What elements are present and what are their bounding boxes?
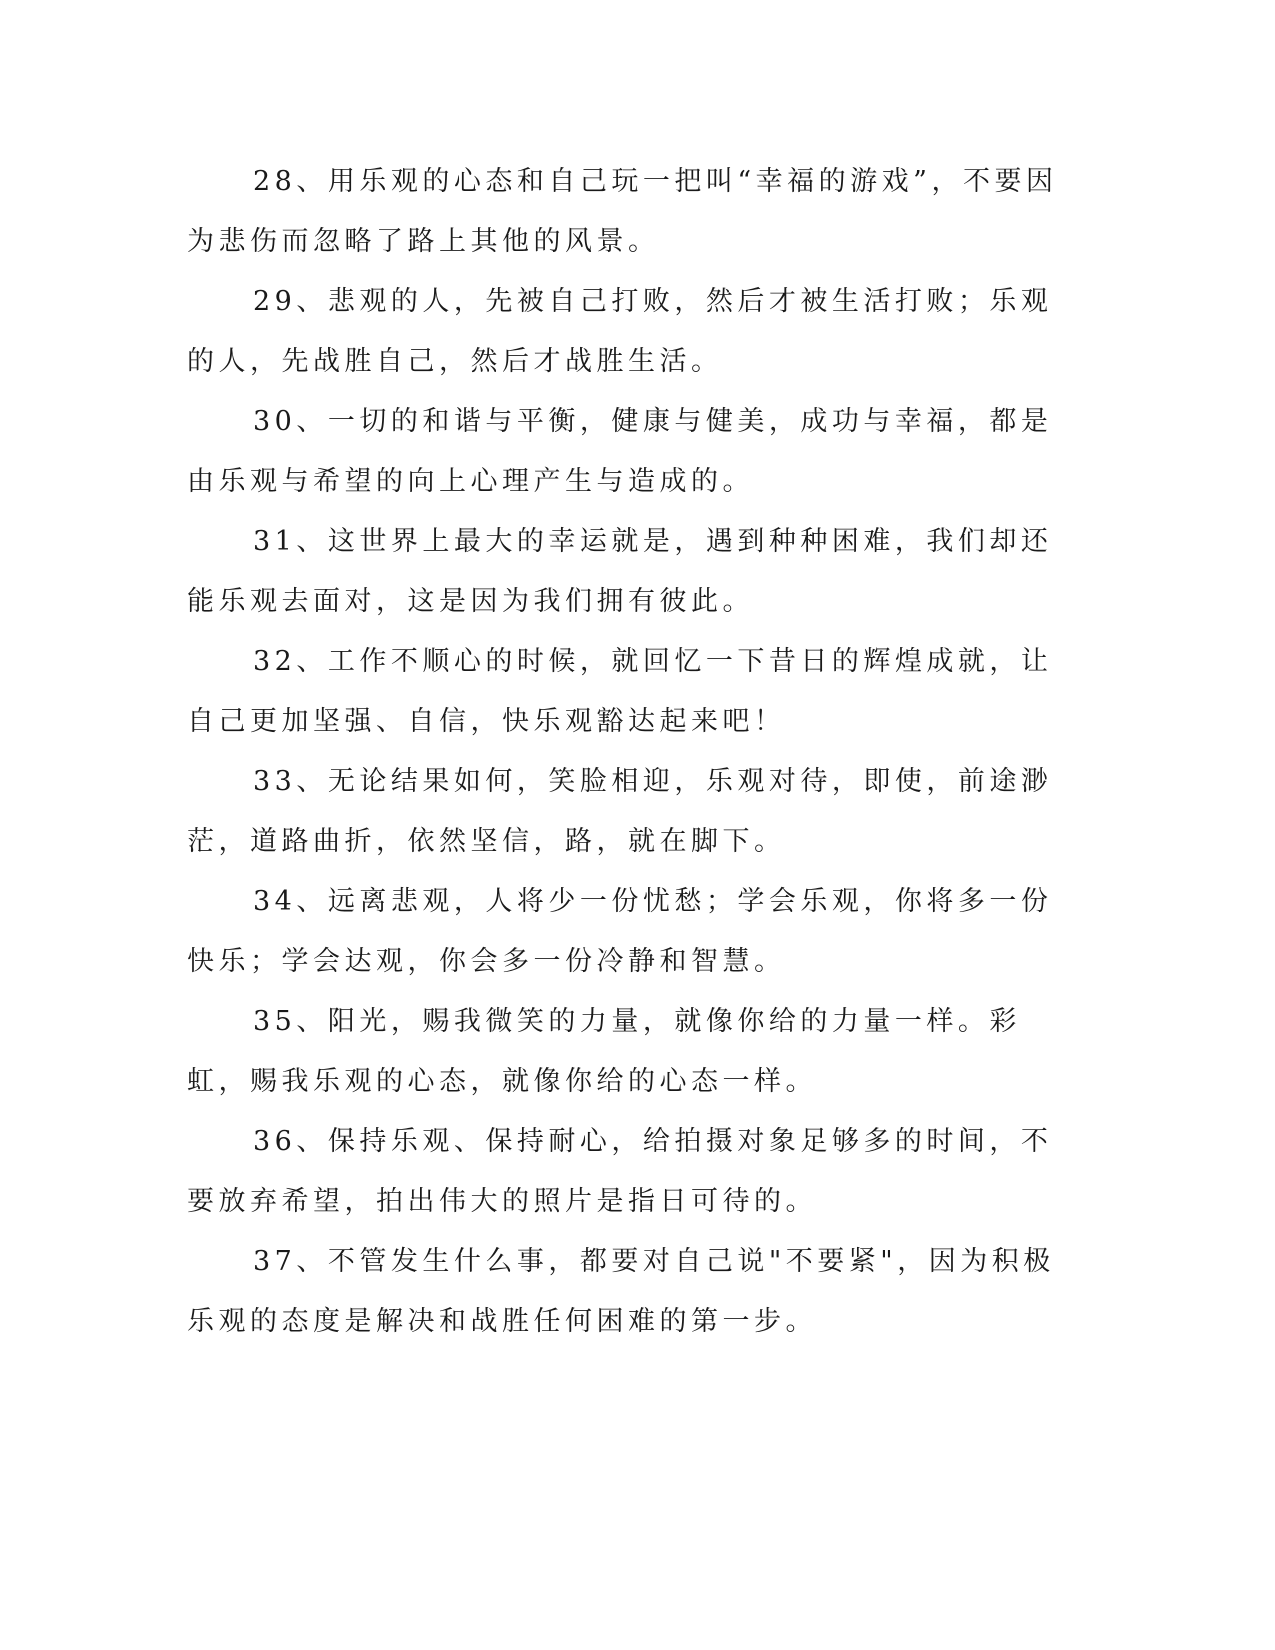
paragraph-37: 37、不管发生什么事，都要对自己说"不要紧"，因为积极乐观的态度是解决和战胜任何困难的第一步。 bbox=[187, 1246, 1055, 1337]
document-body bbox=[187, 152, 1067, 1352]
paragraph-33: 33、无论结果如何，笑脸相迎，乐观对待，即使，前途渺茫，道路曲折，依然坚信，路，就在脚下。 bbox=[187, 766, 1053, 857]
paragraph-34: 34、远离悲观，人将少一份忧愁；学会乐观，你将多一份快乐；学会达观，你会多一份冷静和智慧。 bbox=[187, 886, 1053, 977]
paragraph-28: 28、用乐观的心态和自己玩一把叫“幸福的游戏”，不要因为悲伤而忽略了路上其他的风景。 bbox=[187, 166, 1058, 257]
paragraph-32: 32、工作不顺心的时候，就回忆一下昔日的辉煌成就，让自己更加坚强、自信，快乐观豁达起来吧！ bbox=[187, 646, 1053, 737]
paragraph-36: 36、保持乐观、保持耐心，给拍摄对象足够多的时间，不要放弃希望，拍出伟大的照片是指日可待的。 bbox=[187, 1126, 1053, 1217]
paragraph-31: 31、这世界上最大的幸运就是，遇到种种困难，我们却还能乐观去面对，这是因为我们拥有彼此。 bbox=[187, 526, 1053, 617]
paragraph-35: 35、阳光，赐我微笑的力量，就像你给的力量一样。彩虹，赐我乐观的心态，就像你给的心态一样。 bbox=[187, 1006, 1021, 1097]
paragraph-29: 29、悲观的人，先被自己打败，然后才被生活打败；乐观的人，先战胜自己，然后才战胜生活。 bbox=[187, 286, 1053, 377]
paragraph-30: 30、一切的和谐与平衡，健康与健美，成功与幸福，都是由乐观与希望的向上心理产生与造成的。 bbox=[187, 406, 1053, 497]
